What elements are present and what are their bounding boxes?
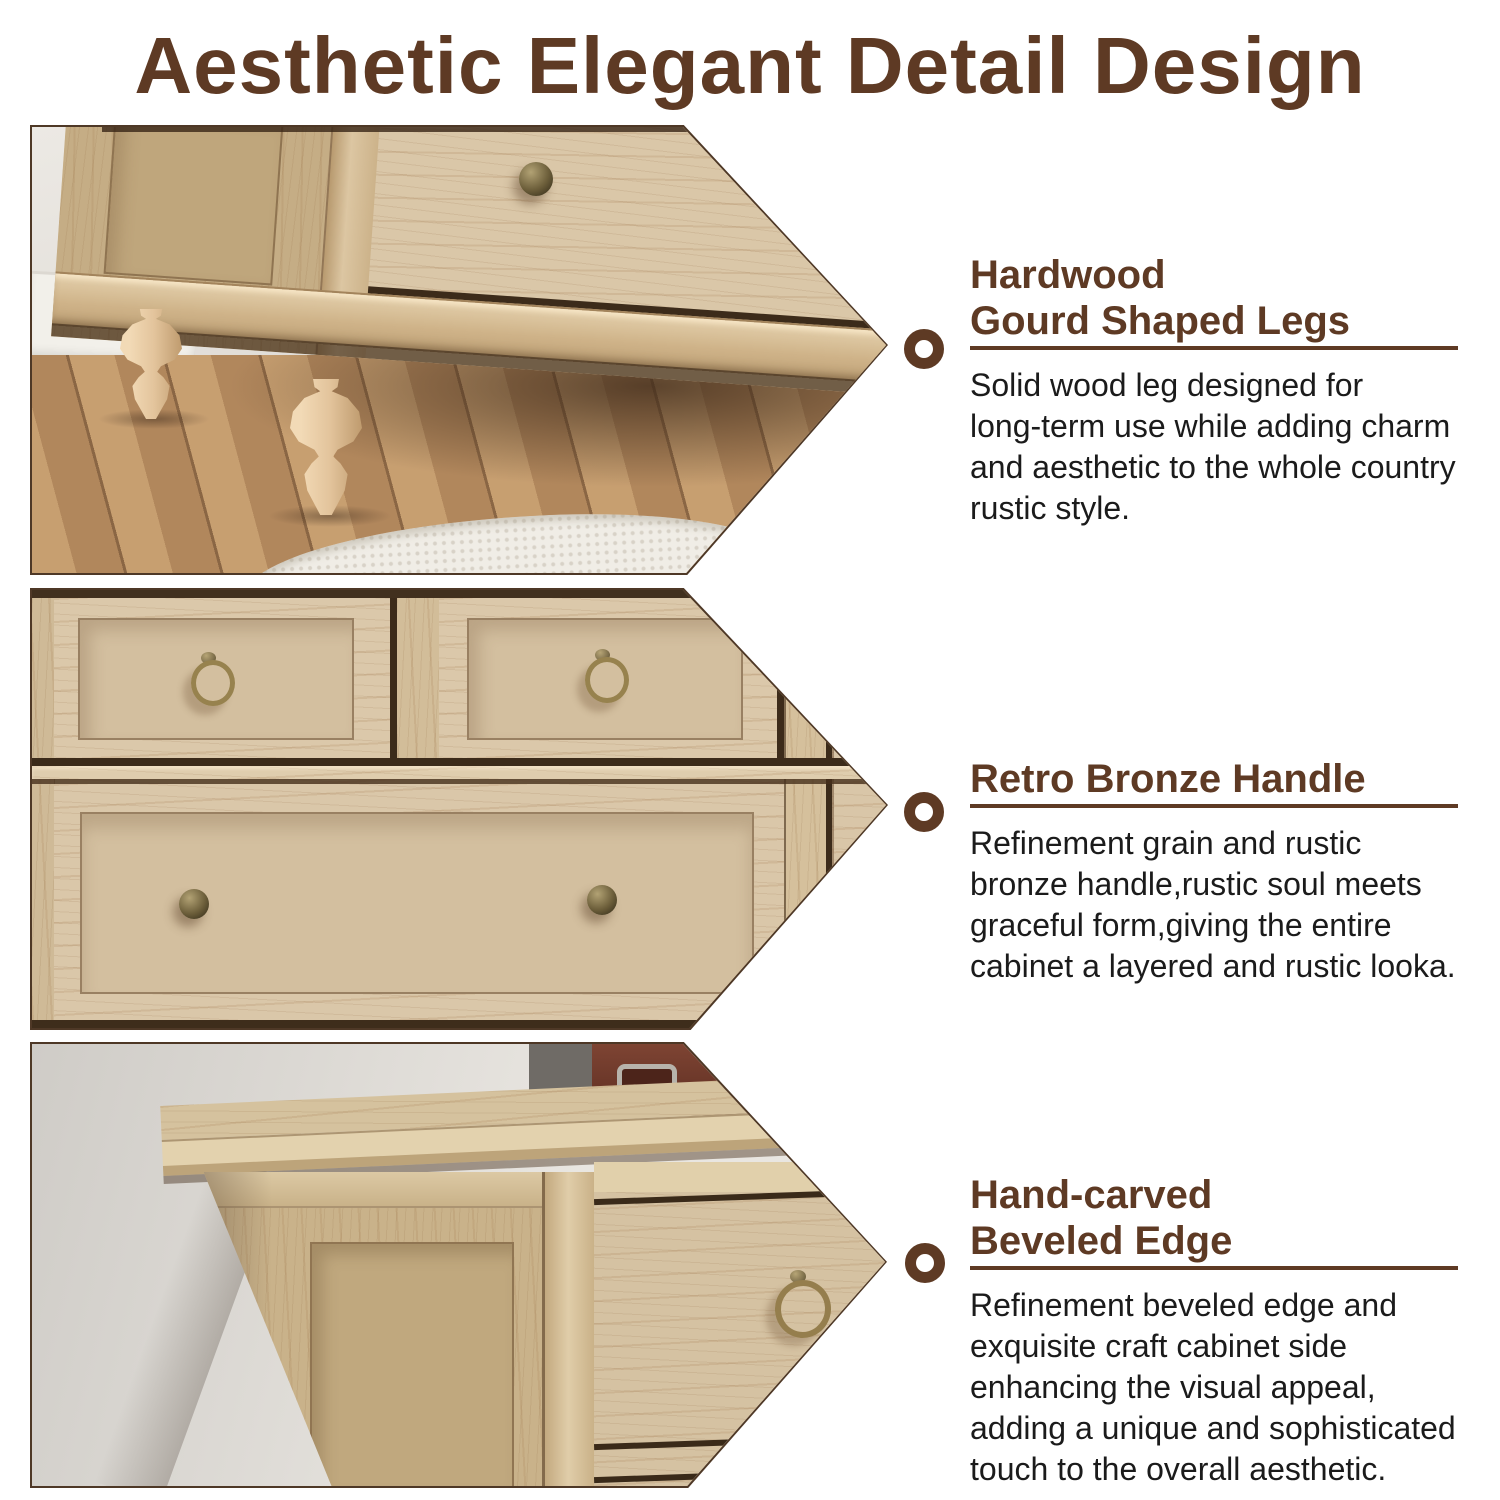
feature-heading <box>970 756 1475 802</box>
bottom-gap-line <box>32 1020 886 1028</box>
recessed-panel <box>310 1242 514 1486</box>
drawer-divider-gap <box>390 598 397 758</box>
feature-bronze-handle <box>970 756 1475 987</box>
drawer-divider-gap <box>777 598 784 758</box>
feature-heading <box>970 1172 1475 1264</box>
ring-pull <box>585 657 629 703</box>
feature-beveled-edge <box>970 1172 1475 1490</box>
feature-body <box>970 823 1475 987</box>
text-line: enhancing the visual appeal, <box>970 1369 1376 1405</box>
feature-body <box>970 1285 1475 1490</box>
text-line: Retro Bronze Handle <box>970 757 1366 801</box>
ring-pull <box>191 660 235 706</box>
bronze-knob <box>587 885 617 915</box>
ring-marker-icon <box>904 792 944 832</box>
text-line: long-term use while adding charm <box>970 408 1451 444</box>
drawer-gap <box>594 1467 885 1483</box>
horizontal-gap-line <box>32 758 886 766</box>
horizontal-rail <box>32 766 886 779</box>
ring-marker-icon <box>904 329 944 369</box>
left-stile <box>32 598 55 1020</box>
bevel-continuation <box>594 1162 885 1192</box>
text-line: exquisite craft cabinet side <box>970 1328 1348 1364</box>
feature-heading <box>970 252 1475 344</box>
text-line: Refinement grain and rustic <box>970 825 1362 861</box>
text-line: bronze handle,rustic soul meets <box>970 866 1422 902</box>
drawer-gap <box>594 1434 885 1450</box>
feature-hardwood-legs <box>970 252 1475 529</box>
text-line: Hardwood <box>970 253 1166 297</box>
front-stile <box>542 1172 600 1486</box>
text-line: graceful form,giving the entire <box>970 907 1392 943</box>
heading-underline <box>970 804 1458 808</box>
recessed-panel <box>104 127 285 286</box>
text-line: cabinet a layered and rustic looka. <box>970 948 1456 984</box>
top-gap-line <box>32 590 886 598</box>
right-cross-stile <box>784 598 828 1020</box>
page-title: Aesthetic Elegant Detail Design <box>134 21 1366 110</box>
photo-handles <box>32 590 886 1028</box>
heading-underline <box>970 1266 1458 1270</box>
text-line: Gourd Shaped Legs <box>970 299 1351 343</box>
text-line: Hand-carved <box>970 1173 1213 1217</box>
photo-legs-frame <box>30 125 888 575</box>
bronze-knob <box>519 162 553 196</box>
bottom-drawer <box>54 784 784 1020</box>
ring-marker-icon <box>905 1243 945 1283</box>
text-line: Refinement beveled edge and <box>970 1287 1397 1323</box>
feature-body <box>970 365 1475 529</box>
bronze-knob <box>179 889 209 919</box>
text-line: Beveled Edge <box>970 1219 1233 1263</box>
text-line: touch to the overall aesthetic. <box>970 1451 1387 1487</box>
text-line: rustic style. <box>970 490 1131 526</box>
drawer-side <box>594 1162 885 1486</box>
photo-handles-frame <box>30 588 888 1030</box>
photo-top-shadow-line <box>102 127 886 132</box>
text-line: adding a unique and sophisticated <box>970 1410 1456 1446</box>
center-stile <box>397 598 439 758</box>
photo-legs <box>32 127 886 573</box>
partial-drawer <box>832 598 886 1020</box>
photo-bevel-frame <box>30 1042 887 1488</box>
heading-underline <box>970 346 1458 350</box>
photo-bevel <box>32 1044 885 1486</box>
text-line: and aesthetic to the whole country <box>970 449 1456 485</box>
text-line: Solid wood leg designed for <box>970 367 1364 403</box>
